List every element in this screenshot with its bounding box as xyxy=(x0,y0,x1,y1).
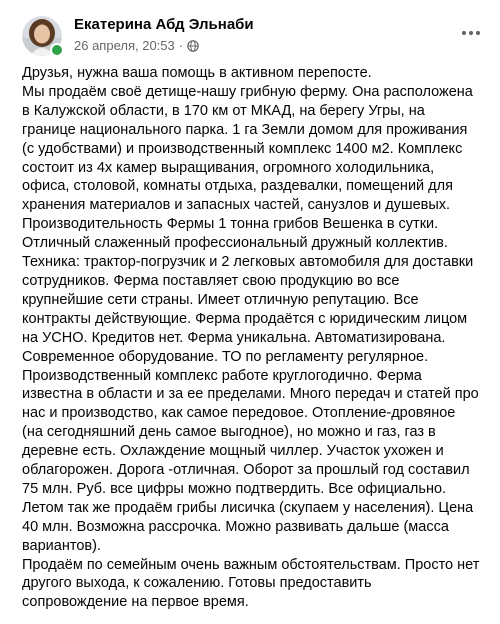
more-options-icon xyxy=(461,30,481,36)
author-name[interactable]: Екатерина Абд Эльнаби xyxy=(74,16,254,33)
post-paragraph: Мы продаём своё детище-нашу грибную ферму. Она расположена в Калужской области, в 170 км от МКАД, на берегу Угры, на границе национального парка. 1 га Земли домом для проживания (с удобствами) и производственный комплекс 1400 м2. Комплекс состоит из 4х камер выращивания, огромного холодильника, офиса, столовой, комнаты отдыха, раздевалки, помещений для хранения материалов и запасных частей, санузлов и душевых. Производительность Фермы 1 тонна грибов Вешенка в сутки. Отличный слаженный профессиональный дружный коллектив. Техника: трактор-погрузчик и 2 легковых автомобиля для доставки сотрудников. Ферма поставляет свою продукцию во все крупнейшие сети страны. Имеет отличную репутацию. Все контракты действующие. Ферма продаётся с юридическим лицом на УСНО. Кредитов нет. Ферма уникальна. Автоматизирована. Современное оборудование. ТО по регламенту регулярное. Производственный комплекс работе круглогодично. Ферма известна в области и за ее пределами. Много передач и статей про нас и производство, как самое передовое. Отопление-дровяное (на сегодняшний день самое выгодное), но можно и газ, газ в деревне есть. Охлаждение мощный чиллер. Участок ухожен и облагорожен. Дорога -отличная. Оборот за прошлый год составил 75 млн. Руб. все цифры можно подтвердить. Все официально. Летом так же продаём грибы лисичка (скупаем у населения). Цена 40 млн. Возможна рассрочка. Можно развивать дальше (масса вариантов). xyxy=(22,83,479,554)
more-options-button[interactable] xyxy=(460,26,482,40)
online-status-dot xyxy=(50,43,64,57)
meta-separator: · xyxy=(178,38,184,53)
post-timestamp[interactable]: 26 апреля, 20:53 xyxy=(74,38,175,53)
author-avatar[interactable] xyxy=(22,16,62,56)
post-paragraph: Продаём по семейным очень важным обстоятельствам. Просто нет другого выхода, к сожалению. Готовы предоставить сопровождение на первое время. xyxy=(22,556,480,611)
post-paragraph: Друзья, нужна ваша помощь в активном перепосте. xyxy=(22,65,372,81)
post-meta xyxy=(74,38,199,53)
post-text xyxy=(22,64,480,612)
post-header xyxy=(0,0,500,64)
globe-icon[interactable] xyxy=(187,40,199,52)
